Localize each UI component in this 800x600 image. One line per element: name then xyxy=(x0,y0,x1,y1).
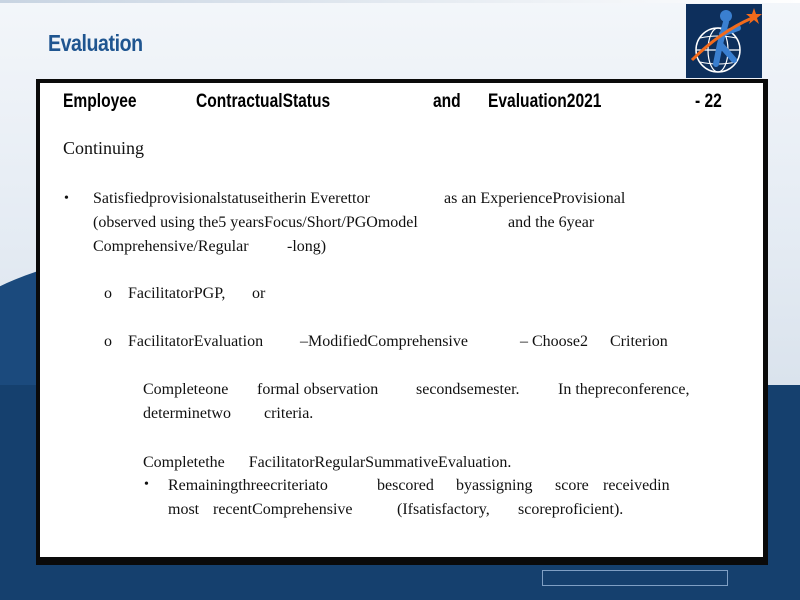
bullet-text: byassigning xyxy=(456,477,533,494)
title-word: and xyxy=(433,91,461,112)
slide-title xyxy=(63,91,753,117)
organization-logo xyxy=(686,4,762,78)
bullet-text: bescored xyxy=(377,477,434,494)
globe-person-icon xyxy=(686,4,762,78)
title-word: ContractualStatus xyxy=(196,91,331,112)
bullet-marker: • xyxy=(64,191,69,206)
bullet-text: most xyxy=(168,501,200,518)
paragraph-text: secondsemester. xyxy=(416,381,520,398)
bullet-text: Remainingthreecriteriato xyxy=(168,477,328,494)
bullet-text: score xyxy=(555,477,589,494)
paragraph-text: In thepreconference, xyxy=(558,381,690,398)
sub-bullet-text: –ModifiedComprehensive xyxy=(300,333,468,350)
bullet-text: scoreproficient). xyxy=(518,501,624,518)
sub-bullet-text: or xyxy=(252,285,266,302)
sub-bullet-text: – Choose2 xyxy=(520,333,588,350)
title-word: Evaluation2021 xyxy=(488,91,602,112)
sub-bullet-text: FacilitatorEvaluation xyxy=(128,333,264,350)
slide-subtitle: Continuing xyxy=(63,138,145,158)
paragraph-text: criteria. xyxy=(264,405,314,422)
sub-bullet-marker: o xyxy=(104,333,112,350)
paragraph-text: formal observation xyxy=(257,381,379,398)
sub-bullet-text: Criterion xyxy=(610,333,668,350)
bullet-text: (observed using the5 yearsFocus/Short/PGOmodel xyxy=(93,214,418,231)
paragraph-text: Completeone xyxy=(143,381,229,398)
bullet-marker: • xyxy=(144,477,149,492)
paragraph-text: Completethe FacilitatorRegularSummativeEvaluation. xyxy=(143,454,512,471)
top-accent-line xyxy=(0,0,800,3)
bullet-text: receivedin xyxy=(603,477,670,494)
bullet-text: -long) xyxy=(287,238,327,255)
sub-bullet-marker: o xyxy=(104,285,112,302)
paragraph-text: determinetwo xyxy=(143,405,231,422)
bullet-text: and the 6year xyxy=(508,214,595,231)
sub-bullet-text: FacilitatorPGP, xyxy=(128,285,226,302)
bullet-text: Comprehensive/Regular xyxy=(93,238,249,255)
title-word: - 22 xyxy=(695,91,722,112)
title-word: Employee xyxy=(63,91,137,112)
page-title: Evaluation xyxy=(48,30,143,56)
bullet-text: as an ExperienceProvisional xyxy=(444,190,626,207)
bullet-text: (Ifsatisfactory, xyxy=(397,501,490,518)
footer-box xyxy=(542,570,728,586)
bullet-text: Satisfiedprovisionalstatuseitherin Everettor xyxy=(93,190,370,207)
content-panel xyxy=(40,83,763,557)
bullet-text: recentComprehensive xyxy=(213,501,353,518)
